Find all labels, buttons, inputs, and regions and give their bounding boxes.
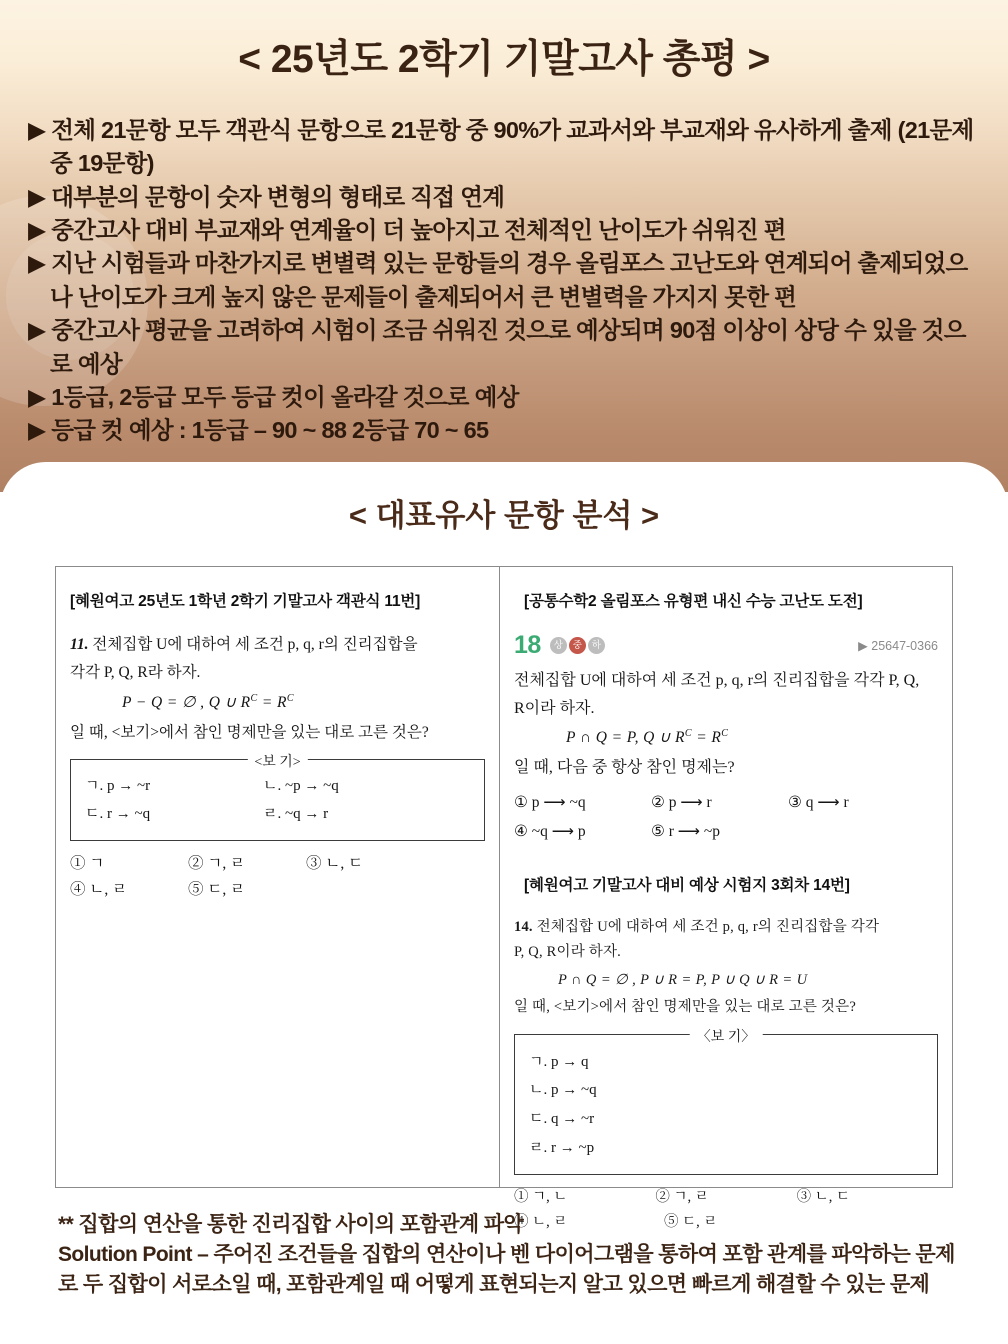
mock-question-ask: 일 때, <보기>에서 참인 명제만을 있는 대로 고른 것은? (514, 999, 856, 1016)
summary-bullet: ▶ 대부분의 문항이 숫자 변형의 형태로 직접 연계 (28, 183, 505, 210)
difficulty-badge-low: 하 (588, 637, 605, 654)
left-bogi-box (70, 755, 485, 841)
choice-item: ③ q ⟶ r (788, 794, 849, 812)
source-label-olympus: [공통수학2 올림포스 유형편 내신 수능 고난도 도전] (524, 593, 863, 610)
bogi-caption: <보 기> (247, 751, 307, 771)
choice-row (514, 789, 938, 818)
olympus-problem-header (514, 631, 938, 660)
summary-bullet-list (0, 114, 1008, 448)
choice-item: ④ ㄴ, ㄹ (514, 1213, 568, 1230)
mock-bogi-box (514, 1029, 938, 1175)
mock-problem-block (514, 873, 938, 1235)
bogi-item: ㄷ. q → ~r (529, 1111, 595, 1128)
bogi-item: ㄷ. r → ~q (85, 806, 151, 823)
choice-item: ① ㄱ, ㄴ (514, 1188, 568, 1205)
left-choice-list (70, 851, 485, 904)
choice-item: ③ ㄴ, ㄷ (306, 854, 364, 872)
choice-row (70, 877, 485, 904)
choice-item: ⑤ r ⟶ ~p (651, 823, 721, 841)
left-equation: P − Q = ∅ , Q ∪ $R^C = R^C$ (122, 693, 294, 712)
olympus-eq-sup-1: C (684, 728, 692, 740)
left-problem-body (70, 631, 485, 746)
choice-row (514, 818, 938, 847)
difficulty-badge-mid: 중 (569, 637, 586, 654)
page-title: < 25년도 2학기 기말고사 총평 > (238, 38, 770, 81)
summary-bullet: ▶ 지난 시험들과 마찬가지로 변별력 있는 문항들의 경우 올림포스 고난도와 연계되어 출제되었으나 난이도가 크게 높지 않은 문제들이 출제되어서 큰 변별력을 가지지 못한 편 (28, 250, 968, 310)
section-title: < 대표유사 문항 분석 > (348, 498, 660, 533)
mock-problem-number: 14. (514, 918, 533, 935)
left-problem-number: 11. (70, 636, 89, 653)
bogi-row (85, 773, 474, 801)
choice-item: ④ ㄴ, ㄹ (70, 881, 128, 899)
left-question-ask: 일 때, <보기>에서 참인 명제만을 있는 대로 고른 것은? (70, 723, 429, 741)
bogi-item: ㄱ. p → ~r (85, 778, 151, 795)
bogi-caption: 〈보 기〉 (690, 1026, 763, 1046)
choice-item: ② ㄱ, ㄹ (655, 1188, 709, 1205)
choice-item: ① p ⟶ ~q (514, 794, 586, 812)
olympus-stem-line-2: R이라 하자. (514, 699, 595, 717)
summary-bullet: ▶ 중간고사 대비 부교재와 연계율이 더 높아지고 전체적인 난이도가 쉬워진 편 (28, 217, 786, 244)
table-cell-school-exam (56, 567, 500, 1187)
solution-detail: Solution Point – 주어진 조건들을 집합의 연산이나 벤 다이어그램을 통하여 포함 관계를 파악하는 문제로 두 집합이 서로소일 때, 포함관계일 때 어떻게 표현되는지 알고 있으면 빠르게 해결할 수 있는 문제 (58, 1242, 955, 1296)
olympus-problem-body (514, 667, 938, 781)
left-eq-sup-1: C (250, 693, 258, 704)
source-label-left: [혜원여고 25년도 1학년 2학기 기말고사 객관식 11번] (70, 593, 421, 610)
left-stem-line-2: 각각 P, Q, R라 하자. (70, 663, 201, 681)
summary-bullet: ▶ 전체 21문항 모두 객관식 문항으로 21문항 중 90%가 교과서와 부교재와 유사하게 출제 (21문제 중 19문항) (28, 117, 980, 177)
olympus-stem-line-1: 전체집합 U에 대하여 세 조건 p, q, r의 진리집합을 각각 P, Q, (514, 672, 920, 689)
bogi-item: ㄹ. r → ~p (529, 1139, 595, 1156)
solution-point-block (58, 1210, 958, 1299)
summary-bullet: ▶ 1등급, 2등급 모두 등급 컷이 올라갈 것으로 예상 (28, 383, 519, 410)
solution-heading: ** 집합의 연산을 통한 진리집합 사이의 포함관계 파악 (58, 1213, 524, 1236)
left-stem-line-1: 11. 전체집합 U에 대하여 세 조건 p, q, r의 진리집합을 (70, 636, 418, 653)
olympus-equation: P ∩ Q = P, Q ∪ $R^C = R^C$ (566, 728, 729, 747)
table-cell-reference-problems (500, 567, 952, 1230)
difficulty-badge-high: 상 (550, 637, 567, 654)
olympus-eq-sup-2: C (721, 728, 729, 740)
difficulty-badge-group (550, 637, 605, 654)
source-label-mock: [혜원여고 기말고사 대비 예상 시험지 3회차 14번] (524, 876, 850, 894)
mock-stem-line-1: 14. 전체집합 U에 대하여 세 조건 p, q, r의 진리집합을 각각 (514, 918, 880, 935)
bogi-row (529, 1134, 927, 1163)
olympus-question-ask: 일 때, 다음 중 항상 참인 명제는? (514, 758, 735, 776)
bogi-row (529, 1076, 927, 1105)
analysis-panel (0, 462, 1008, 1344)
summary-bullet: ▶ 등급 컷 예상 : 1등급 – 90 ~ 88 2등급 70 ~ 65 (28, 417, 489, 444)
mock-problem-body (514, 915, 938, 1021)
olympus-problem-number: 18 (514, 631, 541, 659)
choice-item: ② p ⟶ r (651, 794, 712, 812)
bogi-item: ㄱ. p → q (529, 1053, 589, 1070)
bogi-row (529, 1105, 927, 1134)
mock-stem-line-2: P, Q, R이라 하자. (514, 943, 621, 960)
olympus-choice-list (514, 789, 938, 846)
left-eq-sup-2: C (286, 693, 294, 704)
choice-item: ③ ㄴ, ㄷ (796, 1188, 851, 1205)
mock-equation: P ∩ Q = ∅ , P ∪ R = P, P ∪ Q ∪ R = U (558, 972, 808, 989)
summary-bullet: ▶ 중간고사 평균을 고려하여 시험이 조금 쉬워진 것으로 예상되며 90점 이상이 상당 수 있을 것으로 예상 (28, 317, 966, 377)
choice-item: ⑤ ㄷ, ㄹ (188, 881, 246, 899)
bogi-item: ㄴ. p → ~q (529, 1082, 597, 1099)
choice-row (514, 1185, 938, 1210)
choice-item: ④ ~q ⟶ p (514, 823, 586, 841)
problem-code: ▶ 25647-0366 (858, 639, 938, 653)
choice-row (70, 851, 485, 878)
bogi-item: ㄴ. ~p → ~q (263, 778, 339, 795)
bogi-row (85, 801, 474, 829)
bogi-item: ㄹ. ~q → r (263, 806, 329, 823)
choice-item: ② ㄱ, ㄹ (188, 854, 246, 872)
choice-item: ⑤ ㄷ, ㄹ (664, 1213, 718, 1230)
bogi-row (529, 1048, 927, 1077)
choice-item: ① ㄱ (70, 854, 105, 872)
header-banner (0, 0, 1008, 492)
